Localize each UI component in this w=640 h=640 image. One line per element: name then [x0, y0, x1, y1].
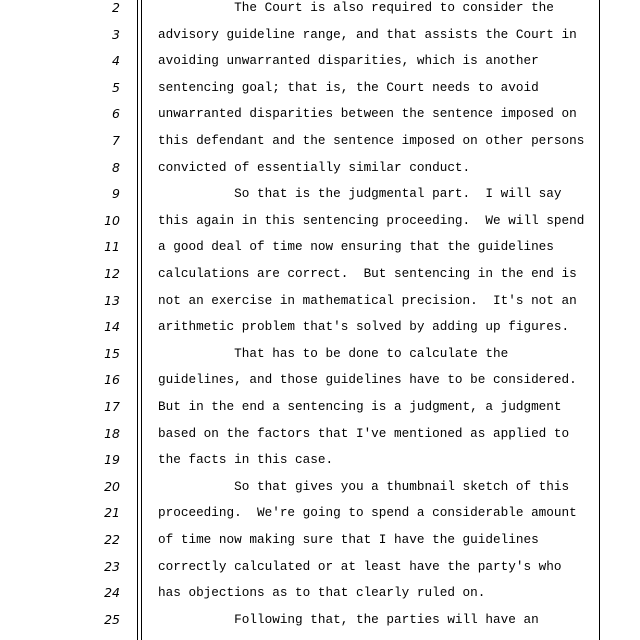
transcript-line	[0, 240, 640, 267]
line-number: 5	[112, 79, 120, 95]
line-number: 10	[104, 212, 120, 228]
line-text: sentencing goal; that is, the Court needs to avoid	[158, 79, 539, 95]
line-text: correctly calculated or at least have the party's who	[158, 558, 562, 574]
line-number: 24	[104, 585, 120, 601]
transcript-line	[0, 613, 640, 640]
transcript-line	[0, 453, 640, 480]
line-number: 13	[104, 292, 120, 308]
transcript-line	[0, 560, 640, 587]
transcript-line	[0, 427, 640, 454]
line-text: Following that, the parties will have an	[158, 611, 539, 627]
line-text: unwarranted disparities between the sentence imposed on	[158, 106, 577, 122]
transcript-line	[0, 161, 640, 188]
line-text: But in the end a sentencing is a judgment, a judgment	[158, 399, 562, 414]
line-text: of time now making sure that I have the guidelines	[158, 532, 539, 547]
transcript-line	[0, 81, 640, 108]
transcript-line	[0, 506, 640, 533]
transcript-line	[0, 480, 640, 507]
line-text: So that gives you a thumbnail sketch of this	[158, 478, 570, 494]
transcript-line	[0, 187, 640, 214]
transcript-line	[0, 400, 640, 427]
transcript-line	[0, 134, 640, 161]
transcript-line	[0, 28, 640, 55]
line-number: 18	[104, 425, 120, 441]
line-number: 14	[104, 319, 120, 335]
line-text: based on the factors that I've mentioned as applied to	[158, 425, 570, 441]
line-number: 11	[104, 239, 120, 255]
transcript-line	[0, 214, 640, 241]
line-number: 3	[112, 26, 120, 42]
line-text: not an exercise in mathematical precision. It's not an	[158, 292, 577, 308]
line-number: 23	[104, 558, 120, 574]
line-text: arithmetic problem that's solved by adding up figures.	[158, 319, 570, 335]
line-number: 4	[112, 53, 120, 69]
line-text: advisory guideline range, and that assists the Court in	[158, 26, 577, 42]
line-number: 12	[104, 266, 120, 281]
transcript-line	[0, 294, 640, 321]
line-text: So that is the judgmental part. I will say	[158, 186, 562, 202]
line-text: has objections as to that clearly ruled on.	[158, 585, 486, 601]
line-text: proceeding. We're going to spend a considerable amount	[158, 505, 577, 521]
transcript-line	[0, 373, 640, 400]
transcript-line	[0, 347, 640, 374]
transcript-line	[0, 320, 640, 347]
line-text: a good deal of time now ensuring that the guidelines	[158, 239, 554, 255]
transcript-line	[0, 267, 640, 294]
transcript-line	[0, 533, 640, 560]
line-text: guidelines, and those guidelines have to be considered.	[158, 372, 577, 388]
line-text: avoiding unwarranted disparities, which is another	[158, 53, 539, 69]
line-number: 20	[104, 478, 120, 494]
line-number: 9	[112, 186, 120, 202]
line-number: 2	[112, 0, 120, 15]
transcript-line	[0, 54, 640, 81]
line-number: 17	[104, 399, 120, 414]
line-number: 7	[112, 133, 120, 148]
line-number: 19	[104, 452, 120, 468]
line-text: convicted of essentially similar conduct.	[158, 159, 471, 175]
line-number: 25	[104, 611, 120, 627]
line-number: 16	[104, 372, 120, 388]
transcript-line	[0, 586, 640, 613]
line-number: 8	[112, 159, 120, 175]
line-text: The Court is also required to consider the	[158, 0, 554, 15]
line-text: calculations are correct. But sentencing in the end is	[158, 266, 577, 281]
transcript-line	[0, 107, 640, 134]
transcript-line	[0, 1, 640, 28]
line-text: the facts in this case.	[158, 452, 334, 468]
line-text: this defendant and the sentence imposed on other persons	[158, 133, 585, 148]
line-number: 6	[112, 106, 120, 122]
line-number: 21	[104, 505, 120, 521]
line-text: this again in this sentencing proceeding. We will spend	[158, 212, 585, 228]
line-text: That has to be done to calculate the	[158, 345, 509, 361]
line-number: 15	[104, 345, 120, 361]
line-number: 22	[104, 532, 120, 547]
